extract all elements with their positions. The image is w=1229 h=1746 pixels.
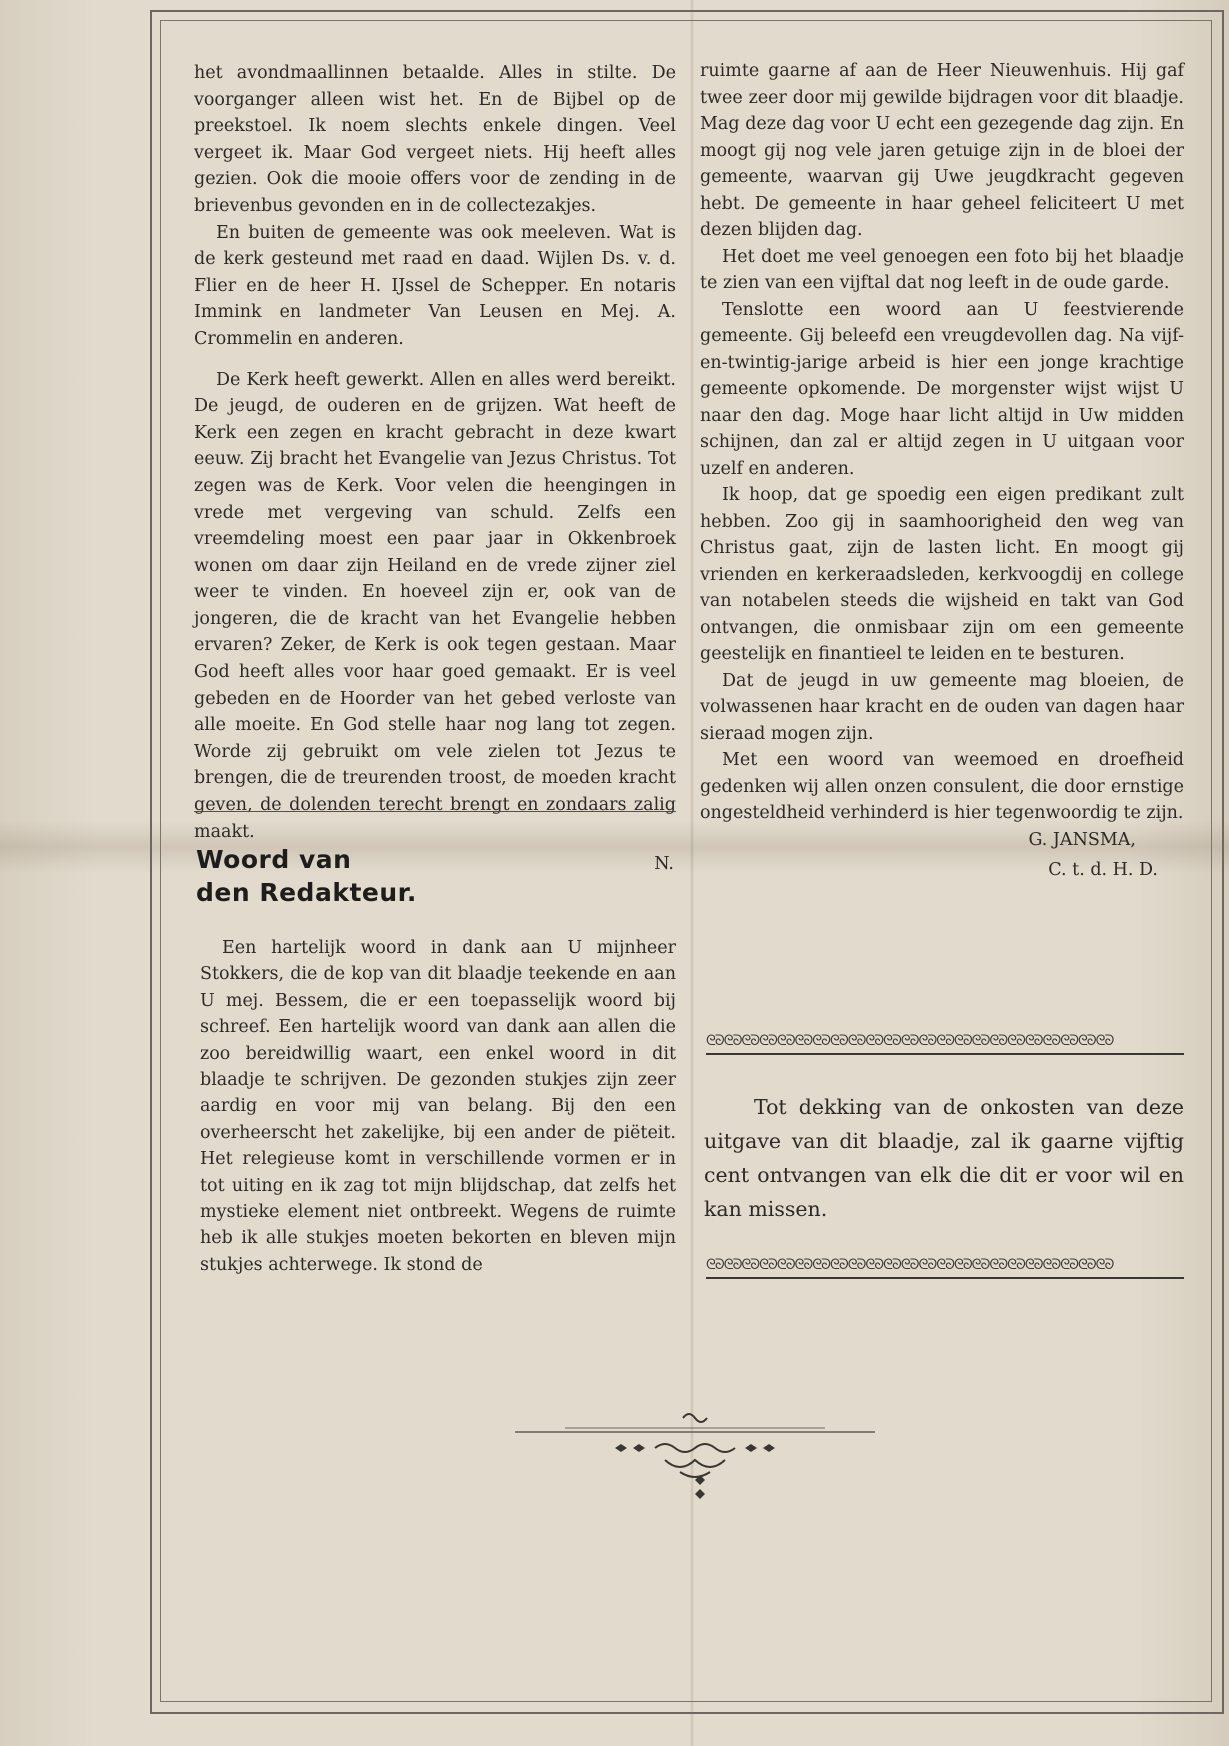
- right-paragraph-1: ruimte gaarne af aan de Heer Nieuwenhuis. Hij gaf twee zeer door mij gewilde bijdragen voor dit blaadje. Mag deze dag voor U echt een gezegende dag zijn. En moogt gij nog vele jaren getuige zijn in de bloei der gemeente, waarvan gij Uwe jeugdkracht gegeven hebt. De gemeente in haar geheel feliciteert U met dezen blijden dag.: [700, 61, 1184, 240]
- signature-name: G. JANSMA,: [1028, 829, 1136, 850]
- ornament-pattern-bottom: ᘓᘐᘓᘐᘓᘐᘓᘐᘓᘐᘓᘐᘓᘐᘓᘐᘓᘐᘓᘐᘓᘐᘓᘐᘓᘐᘓᘐᘓᘐᘓᘐᘓᘐᘓᘐᘓᘐᘓᘐᘓᘐᘓᘐᘓᘐ: [706, 1257, 1114, 1273]
- left-paragraph-3: De Kerk heeft gewerkt. Allen en alles werd bereikt. De jeugd, de ouderen en de grijzen. Wat heeft de Kerk een zegen en kracht gebracht in deze kwart eeuw. Zij bracht het Evangelie van Jezus Christus. Tot zegen was de Kerk. Voor velen die heengingen in vrede met vergeving van schuld. Zelfs een vreemdeling moest een paar jaar in Okkenbroek wonen om daar zijn Heiland en de vrede zijner ziel weer te vinden. En hoeveel zijn er, ook van de jongeren, die de kracht van het Evangelie hebben ervaren? Zeker, de Kerk is ook tegen gestaan. Maar God heeft alles voor haar goed gemaakt. Er is veel gebeden en de Hoorder van het gebed verloste van alle moeite. En God stelle haar nog lang tot zegen. Worde zij gebruikt om vele zielen tot Jezus te brengen, die de treurenden troost, de moeden kracht geven, de dolenden terecht brengt en zondaars zalig maakt.: [194, 369, 676, 842]
- editor-heading: [196, 843, 496, 909]
- editor-heading-line-1: Woord van: [196, 845, 352, 874]
- editor-paragraph: Een hartelijk woord in dank aan U mijnheer Stokkers, die de kop van dit blaadje teekende en aan U mej. Bessem, die er een toepasselijk woord bij schreef. Een hartelijk woord van dank aan allen die zoo bereidwillig waart, een enkel woord in dit blaadje te schrijven. De gezonden stukjes zijn zeer aardig en voor mij van belang. Bij den een overheerscht het zakelijke, bij een ander de piëteit. Het relegieuse komt in verschillende vormen er in tot uiting en ik zag tot mijn blijdschap, dat zelfs het mystieke element niet ontbreekt. Wegens de ruimte heb ik alle stukjes moeten bekorten en bleven mijn stukjes achterwege. Ik stond de: [200, 938, 676, 1275]
- right-paragraph-4: Ik hoop, dat ge spoedig een eigen predikant zult hebben. Zoo gij in saamhoorigheid den weg van Christus gaat, zijn de lasten licht. En moogt gij vrienden en kerkeraadsleden, kerkvoogdij en college van notabelen steeds die wijsheid en takt van God ontvangen, die onmisbaar zijn om een gemeente geestelijk en finantieel te leiden en te besturen.: [700, 485, 1184, 664]
- editor-heading-line-2: den Redakteur.: [196, 878, 417, 907]
- right-signature: [700, 827, 1184, 884]
- signature-title: C. t. d. H. D.: [1048, 860, 1158, 880]
- right-paragraph-6: Met een woord van weemoed en droefheid gedenken wij allen onzen consulent, die door ernstige ongesteldheid verhinderd is hier tegenwoordig te zijn.: [700, 750, 1184, 823]
- left-column-text: [194, 60, 676, 878]
- vignette-ornament-icon: [505, 1408, 885, 1508]
- cost-notice: [704, 1090, 1184, 1226]
- cost-notice-text: Tot dekking van de onkosten van deze uitgave van dit blaadje, zal ik gaarne vijftig cent ontvangen van elk die dit er voor wil en kan missen.: [704, 1095, 1184, 1221]
- editor-column-text: [200, 935, 676, 1278]
- left-paragraph-2: En buiten de gemeente was ook meeleven. Wat is de kerk gesteund met raad en daad. Wijlen Ds. v. d. Flier en de heer H. IJssel de Schepper. En notaris Immink en landmeter Van Leusen en Mej. A. Crommelin en anderen.: [194, 222, 676, 349]
- ornament-border-top: [706, 1033, 1184, 1055]
- ornament-border-bottom: [706, 1257, 1184, 1279]
- left-signature: N.: [654, 854, 674, 875]
- right-paragraph-2: Het doet me veel genoegen een foto bij het blaadje te zien van een vijftal dat nog leeft in de oude garde.: [700, 246, 1184, 293]
- ornament-rule-top: [706, 1053, 1184, 1055]
- section-divider-rule: [194, 811, 676, 812]
- right-column-text: [700, 58, 1184, 884]
- ornament-rule-bottom: [706, 1277, 1184, 1279]
- right-paragraph-3: Tenslotte een woord aan U feestvierende gemeente. Gij beleefd een vreugdevollen dag. Na vijf-en-twintig-jarige arbeid is hier een jonge krachtige gemeente opkomende. De morgenster wijst wijst U naar den dag. Moge haar licht altijd in Uw midden schijnen, dan zal er altijd zegen in U uitgaan voor uzelf en anderen.: [700, 299, 1184, 479]
- left-paragraph-1: het avondmaallinnen betaalde. Alles in stilte. De voorganger alleen wist het. En de Bijbel op de preekstoel. Ik noem slechts enkele dingen. Veel vergeet ik. Maar God vergeet niets. Hij heeft alles gezien. Ook die mooie offers voor de zending in de brievenbus gevonden en in de collectezakjes.: [194, 63, 676, 216]
- ornament-pattern-top: ᘓᘐᘓᘐᘓᘐᘓᘐᘓᘐᘓᘐᘓᘐᘓᘐᘓᘐᘓᘐᘓᘐᘓᘐᘓᘐᘓᘐᘓᘐᘓᘐᘓᘐᘓᘐᘓᘐᘓᘐᘓᘐᘓᘐᘓᘐ: [706, 1033, 1114, 1049]
- right-paragraph-5: Dat de jeugd in uw gemeente mag bloeien, de volwassenen haar kracht en de ouden van dagen haar sieraad mogen zijn.: [700, 670, 1184, 744]
